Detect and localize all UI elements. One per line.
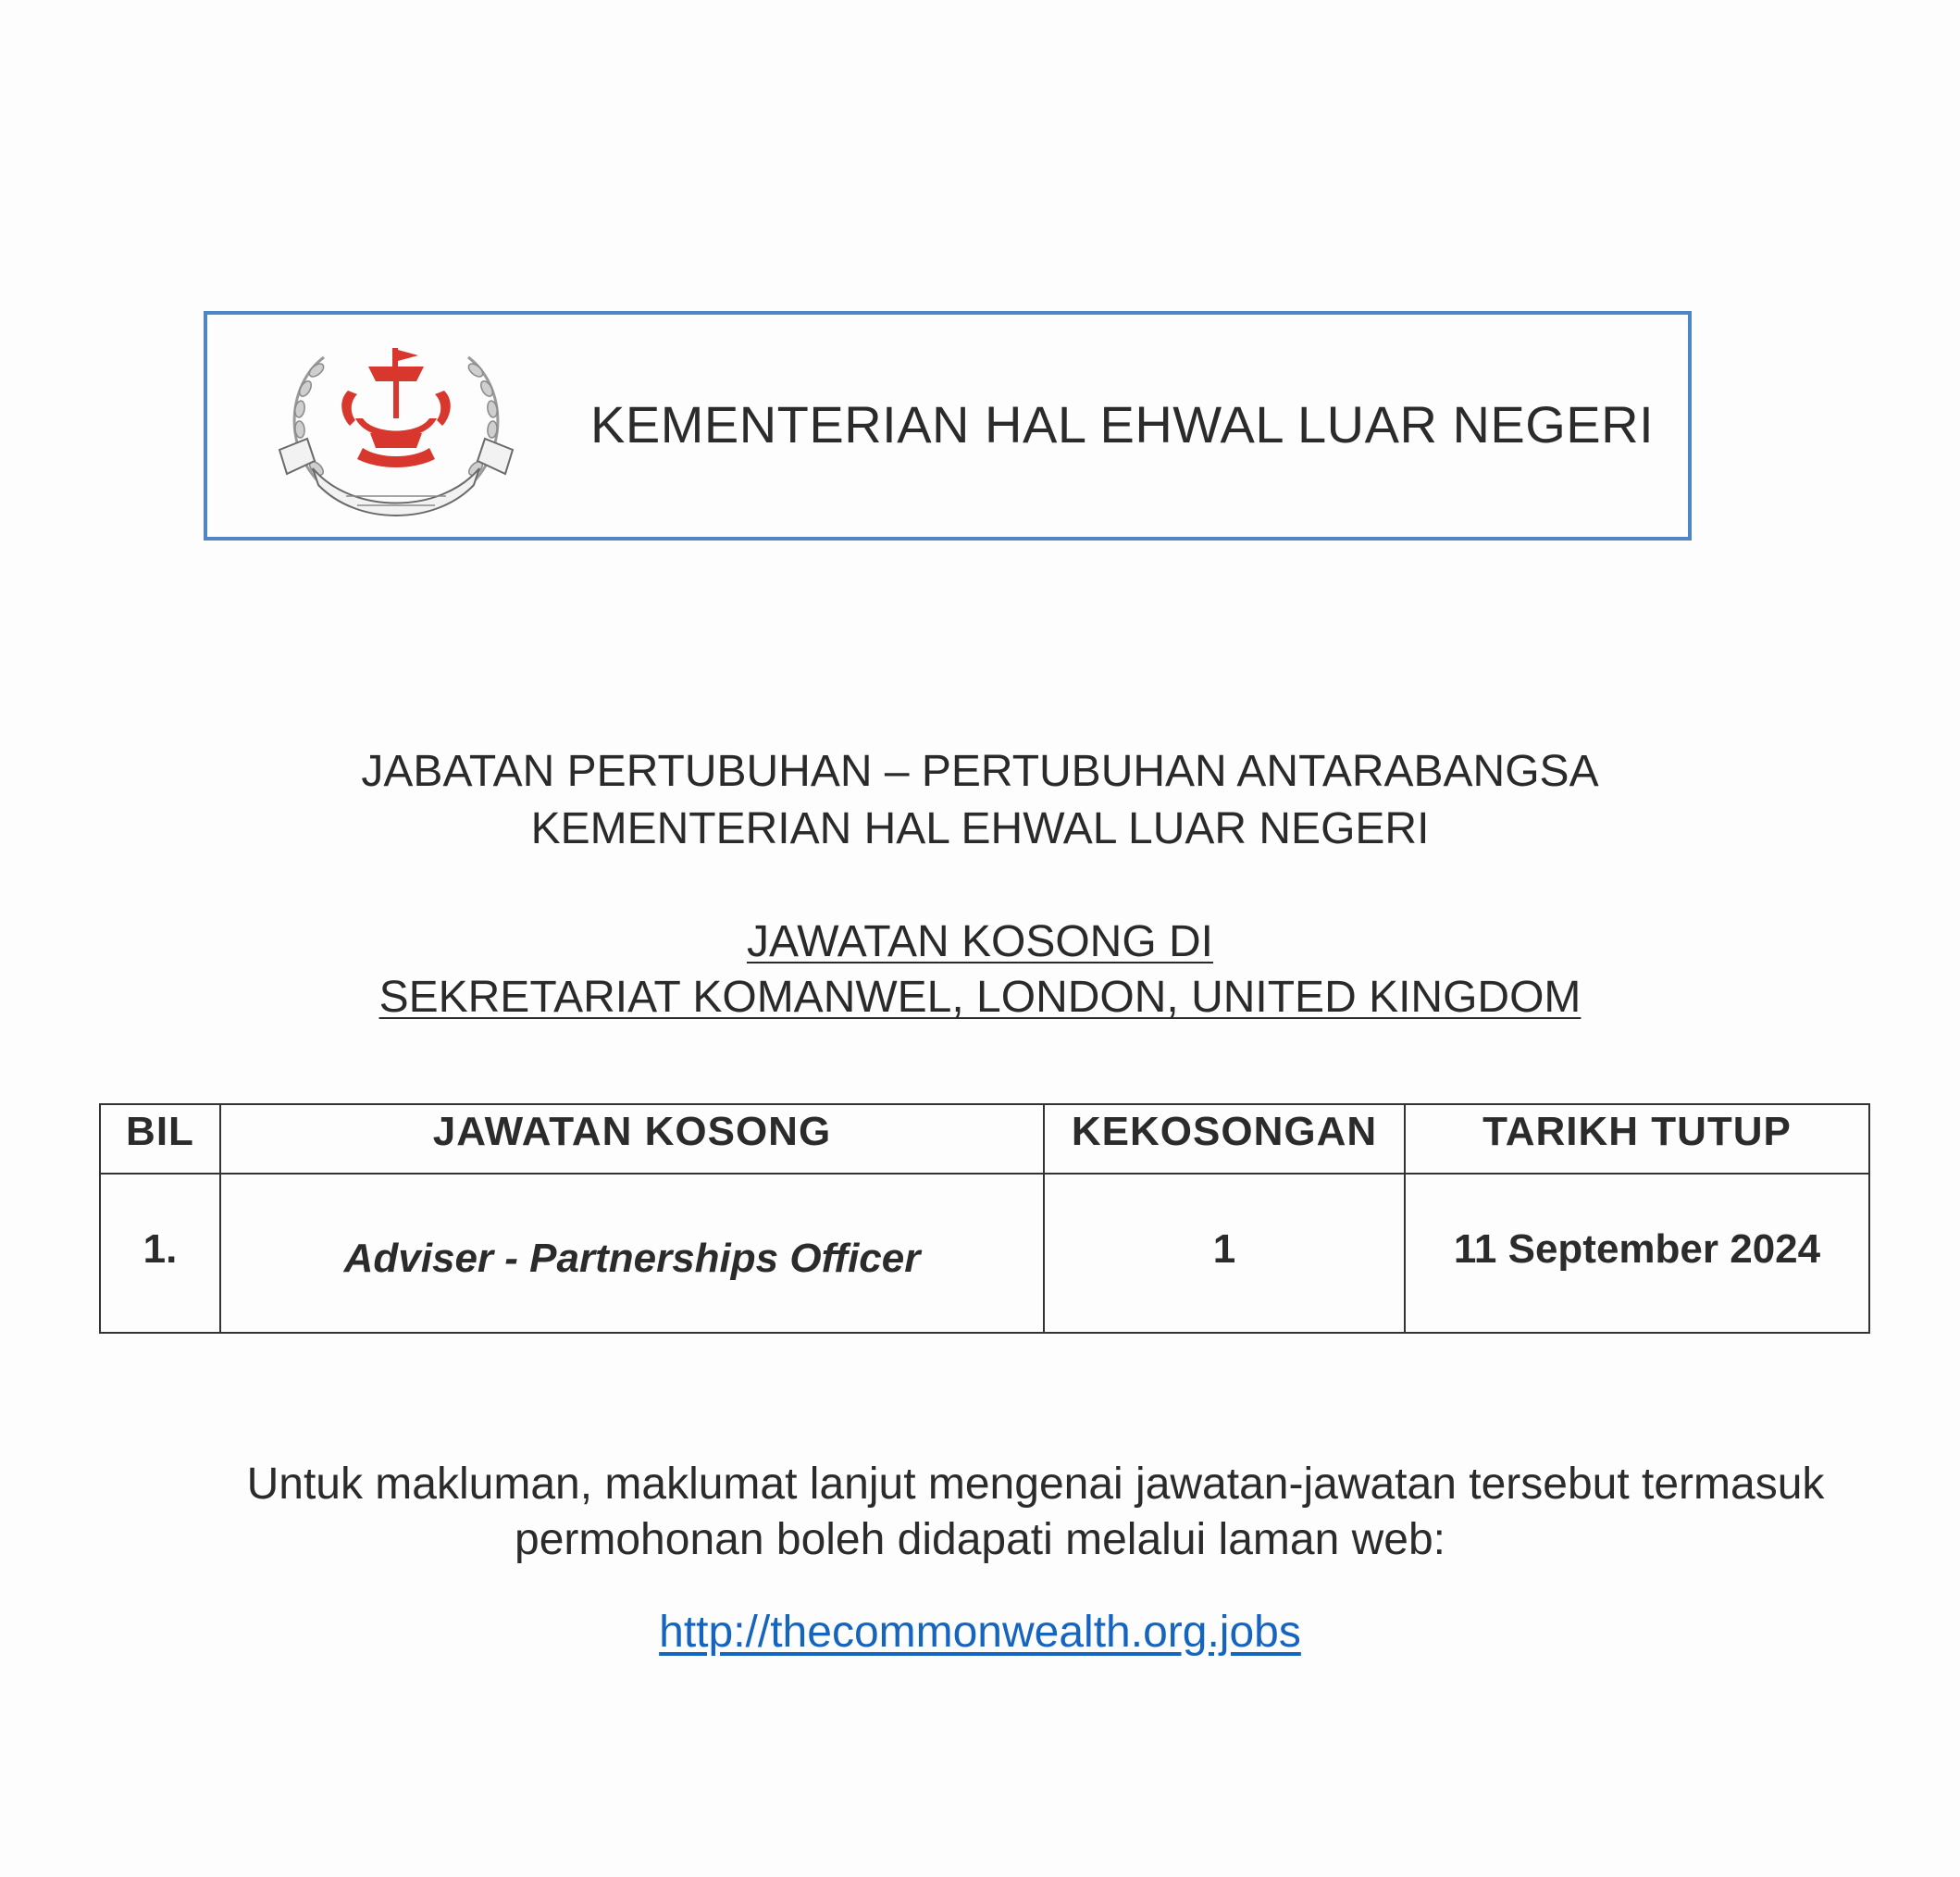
info-note-line2: permohonan boleh didapati melalui laman web: [515,1515,1445,1564]
ministry-name: KEMENTERIAN HAL EHWAL LUAR NEGERI [530,804,1430,853]
header-closing-date: TARIKH TUTUP [1405,1104,1869,1174]
commonwealth-jobs-link[interactable]: http://thecommonwealth.org.jobs [659,1608,1301,1657]
vacancy-heading: JAWATAN KOSONG DI [746,917,1214,966]
ministry-title: KEMENTERIAN HAL EHWAL LUAR NEGERI [590,395,1655,454]
header-vacancies: KEKOSONGAN [1044,1104,1405,1174]
header-bil: BIL [100,1104,220,1174]
vacancy-table [99,1103,1870,1334]
info-note-line1: Untuk makluman, maklumat lanjut mengenai jawatan-jawatan tersebut termasuk [246,1460,1825,1509]
table-header-row [100,1104,1869,1174]
department-name: JABATAN PERTUBUHAN – PERTUBUHAN ANTARABANGSA [361,747,1599,796]
cell-closing-date: 11 September 2024 [1405,1174,1869,1333]
ministry-header-box [204,311,1692,541]
vacancy-location: SEKRETARIAT KOMANWEL, LONDON, UNITED KINGDOM [378,973,1582,1022]
cell-vacancies: 1 [1044,1174,1405,1333]
brunei-crest-icon [259,329,533,529]
header-position: JAWATAN KOSONG [220,1104,1044,1174]
cell-bil: 1. [100,1174,220,1333]
cell-position: Adviser - Partnerships Officer [220,1174,1044,1333]
table-row [100,1174,1869,1333]
